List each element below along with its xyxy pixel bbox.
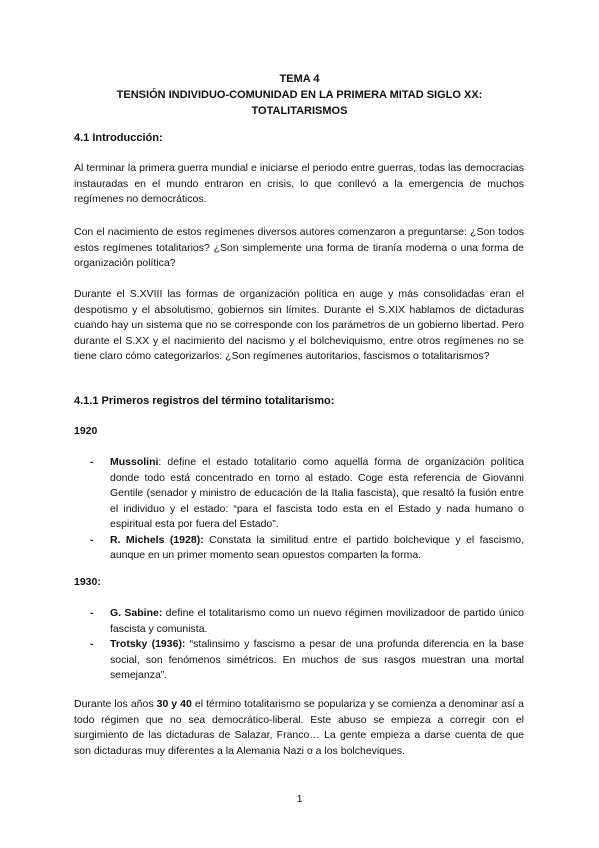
list-item-text: : define el estado totalitario como aquella forma de organización política donde todo está concentrado en torno al estado. Coge esta referencia de Giovanni Gentile (senador y ministro de educación de la Italia fascista), que resaltó la fusión entre el individuo y el estado: “para el fascista todo esta en el Estado y nada humano o espiritual esta por fuera del Estado”.	[110, 456, 524, 530]
section-heading-records: 4.1.1 Primeros registros del término totalitarismo:	[74, 395, 335, 407]
document-title	[0, 71, 599, 119]
list-1930	[74, 606, 524, 684]
list-item	[74, 637, 524, 684]
list-bullet: -	[90, 533, 94, 546]
closing-text-before: Durante los años	[74, 698, 157, 710]
list-item-name: R. Michels (1928):	[110, 533, 204, 546]
list-bullet: -	[90, 638, 94, 650]
list-1920	[74, 455, 524, 564]
list-bullet: -	[90, 607, 94, 619]
list-item	[74, 606, 524, 637]
list-item-name: G. Sabine:	[110, 607, 163, 619]
paragraph: Al terminar la primera guerra mundial e iniciarse el periodo entre guerras, todas las democracias instauradas en el mundo entraron en crisis, lo que conllevó a la emergencia de muchos regímenes no democráticos.	[74, 162, 524, 205]
closing-bold-years: 30 y 40	[156, 698, 192, 710]
section-heading-introduction: 4.1 Introducción:	[74, 132, 163, 144]
list-item-name: Mussolini	[110, 456, 159, 468]
title-line-2: TENSIÓN INDIVIDUO-COMUNIDAD EN LA PRIMERA MITAD SIGLO XX:	[116, 89, 483, 101]
closing-text-after: el término totalitarismo se populariza y se comienza a denominar así a todo régimen que no sea democrático-liberal. Este abuso se empieza a corregir con el surgimiento de las dictaduras de Salazar, Franco… La gente empieza a darse cuenta de que son dictaduras muy diferentes a la Alemania Nazi o a los bolcheviques.	[74, 698, 524, 757]
list-bullet: -	[90, 456, 94, 468]
paragraph: Con el nacimiento de estos regímenes diversos autores comenzaron a preguntarse: ¿Son todos estos regímenes totalitarios? ¿Son simplemente una forma de tiranía moderna o una forma de organización política?	[74, 226, 524, 269]
list-item-name: Trotsky (1936):	[110, 638, 186, 650]
title-line-1: TEMA 4	[279, 73, 320, 85]
year-label-1930: 1930:	[74, 576, 101, 588]
list-item-text: “stalinsimo y fascismo a pesar de una profunda diferencia en la base social, son fenómenos simétricos. En muchos de sus rasgos muestran una mortal semejanza”.	[110, 638, 524, 681]
paragraph: Durante el S.XVIII las formas de organización política en auge y más consolidadas eran el despotismo y el absolutismo, gobiernos sin límites. Durante el S.XIX hablamos de dictaduras cuando hay un sistema que no se corresponde con los parámetros de un gobierno libertad. Pero durante el S.XX y el nacimiento del nacismo y el bolcheviquismo, entre otros regímenes no se tiene claro cómo categorizarlos: ¿Son regímenes autoritarios, fascismos o totalitarismos?	[74, 288, 524, 362]
list-item	[74, 533, 524, 564]
page-number: 1	[296, 793, 303, 805]
list-item-text: Constata la similitud entre el partido bolchevique y el fascismo, aunque en un primer momento sean opuestos comparten la forma.	[110, 533, 525, 561]
list-item	[74, 455, 524, 533]
list-item-text: define el totalitarismo como un nuevo régimen movilizadoor de partido único fascista y comunista.	[110, 607, 524, 635]
year-label-1920: 1920	[74, 425, 98, 437]
title-line-3: TOTALITARISMOS	[251, 105, 348, 117]
closing-paragraph	[74, 697, 524, 759]
